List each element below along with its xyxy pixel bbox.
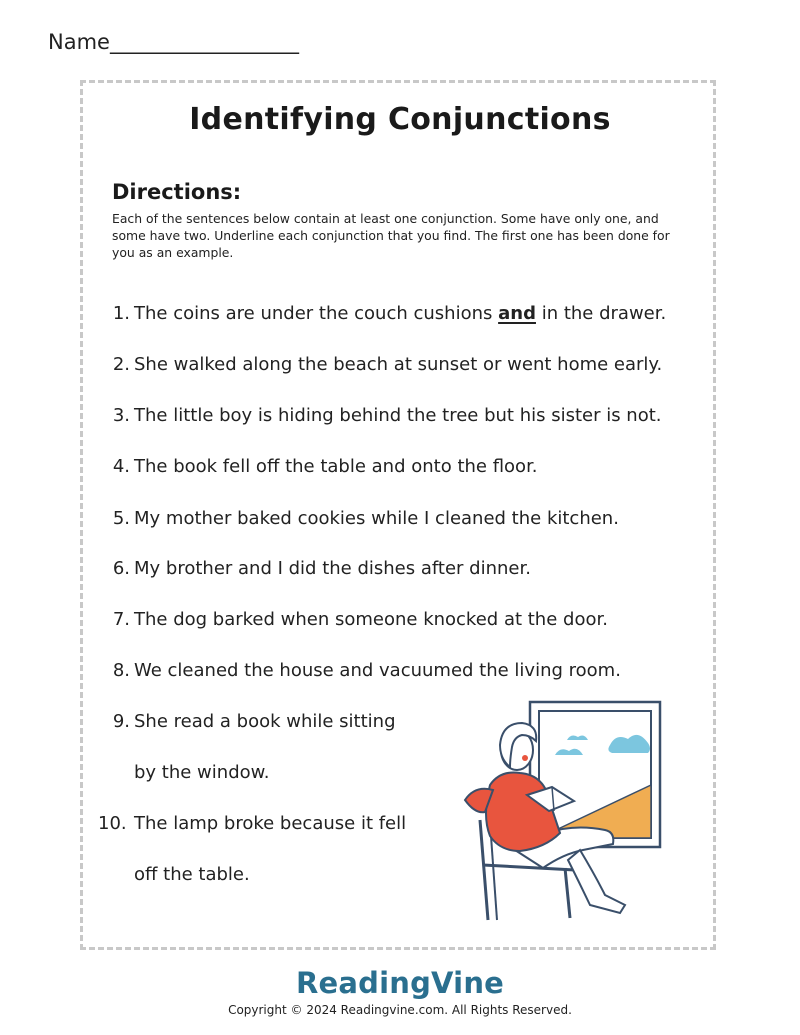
- sentence-text: She read a book while sitting: [134, 711, 396, 732]
- sentence-7[interactable]: [110, 609, 608, 630]
- directions-heading: Directions:: [112, 180, 242, 204]
- worksheet-title: Identifying Conjunctions: [189, 102, 611, 137]
- woman-reading-by-window-illustration: [455, 700, 665, 930]
- sentence-1[interactable]: [110, 303, 666, 324]
- copyright-text: Copyright © 2024 Readingvine.com. All Rights Reserved.: [228, 1003, 572, 1017]
- directions-text: Each of the sentences below contain at least one conjunction. Some have only one, and some have two. Underline each conjunction that you find. The first one has been done for you as an example.: [112, 211, 670, 260]
- sentence-number: 8.: [112, 660, 130, 681]
- sentence-9-continued: by the window.: [134, 762, 270, 783]
- sentence-text: We cleaned the house and vacuumed the living room.: [134, 660, 621, 681]
- sentence-4[interactable]: [110, 456, 538, 477]
- sentence-number: 6.: [112, 558, 130, 579]
- sentence-number: 1.: [112, 303, 130, 324]
- sentence-text: The coins are under the couch cushions: [134, 303, 499, 324]
- sentence-10[interactable]: [98, 813, 406, 834]
- sentence-text: in the drawer.: [535, 303, 667, 324]
- sentence-3[interactable]: [110, 405, 662, 426]
- sentence-text: The lamp broke because it fell: [134, 813, 407, 834]
- sentence-text: The dog barked when someone knocked at the door.: [134, 609, 608, 630]
- sentence-text: The book fell off the table and onto the floor.: [134, 456, 538, 477]
- underlined-conjunction: and: [498, 303, 536, 324]
- sentence-6[interactable]: [110, 558, 531, 579]
- sentence-text: She walked along the beach at sunset or went home early.: [134, 354, 663, 375]
- sentence-5[interactable]: [110, 508, 619, 529]
- sentence-2[interactable]: [110, 354, 662, 375]
- sentence-number: 5.: [112, 508, 130, 529]
- sentence-text: The little boy is hiding behind the tree but his sister is not.: [134, 405, 662, 426]
- sentence-text: My brother and I did the dishes after dinner.: [134, 558, 531, 579]
- sentence-number: 10.: [98, 813, 127, 834]
- sentence-8[interactable]: [110, 660, 621, 681]
- sentence-number: 3.: [112, 405, 130, 426]
- sentence-number: 9.: [112, 711, 130, 732]
- sentence-9[interactable]: [110, 711, 396, 732]
- sentence-number: 4.: [112, 456, 130, 477]
- sentence-text: My mother baked cookies while I cleaned the kitchen.: [134, 508, 619, 529]
- sentence-number: 2.: [112, 354, 130, 375]
- sentence-10-continued: off the table.: [134, 864, 250, 885]
- name-field[interactable]: Name__________________: [48, 30, 299, 54]
- sentence-number: 7.: [112, 609, 130, 630]
- readingvine-logo: ReadingVine: [295, 966, 505, 1000]
